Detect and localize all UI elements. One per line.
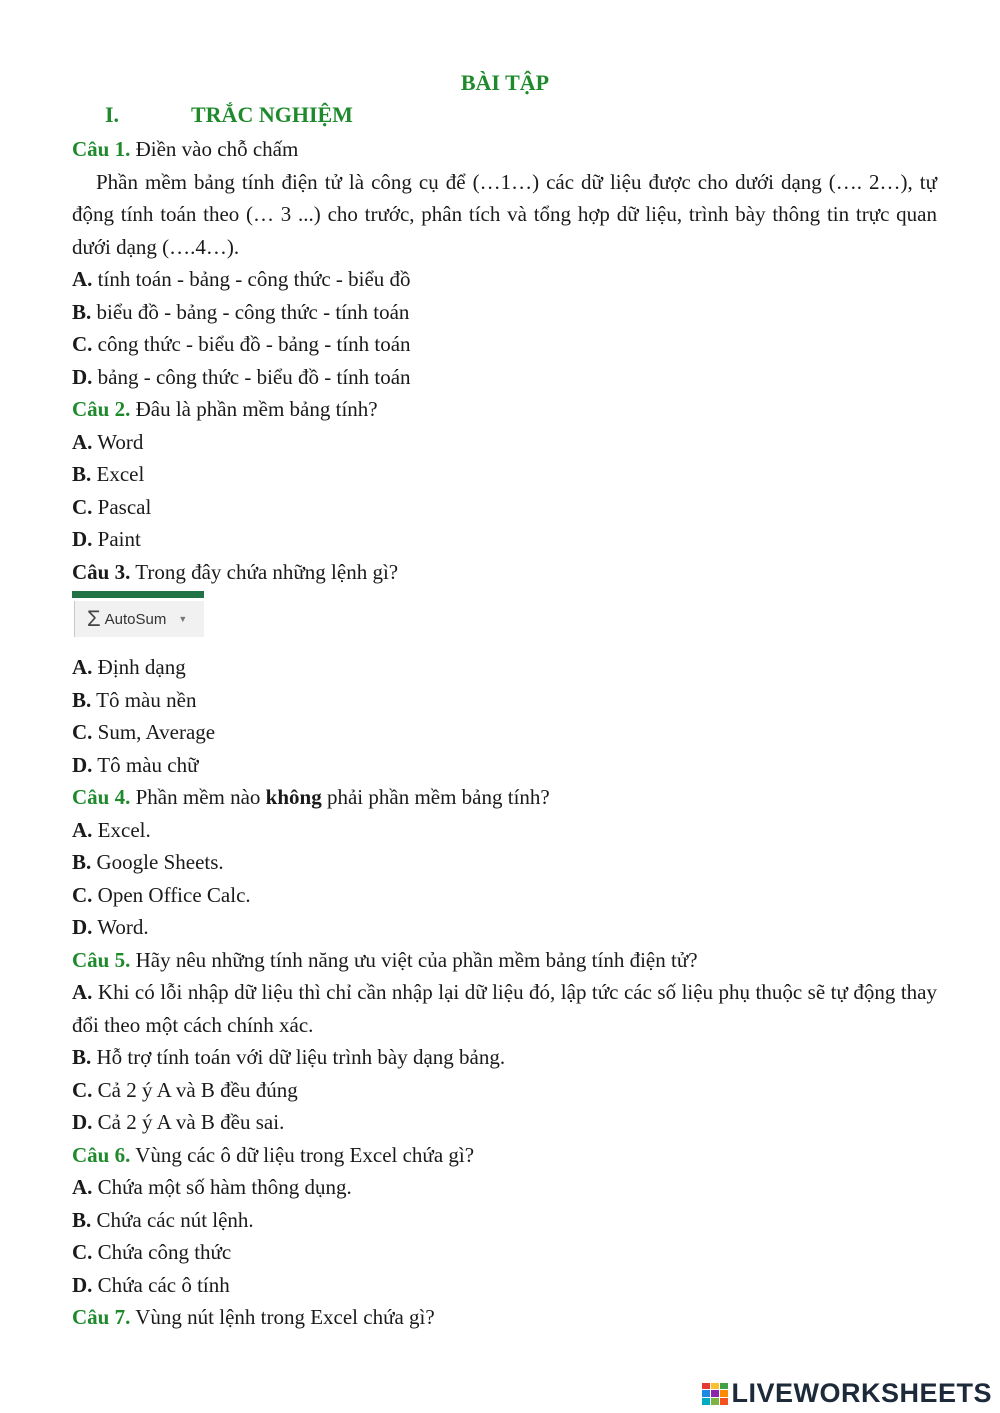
option-c[interactable] xyxy=(72,1074,937,1107)
option-text: Chứa một số hàm thông dụng. xyxy=(92,1175,352,1199)
option-letter: C. xyxy=(72,882,93,907)
option-text: Sum, Average xyxy=(92,720,216,744)
question-text-end: phải phần mềm bảng tính? xyxy=(321,785,550,809)
question-text: Đâu là phần mềm bảng tính? xyxy=(130,397,378,421)
option-b[interactable] xyxy=(72,1204,937,1237)
option-b[interactable] xyxy=(72,296,937,329)
option-d[interactable] xyxy=(72,1269,937,1302)
page-title: BÀI TẬP xyxy=(460,70,550,95)
option-text: Tô màu chữ xyxy=(92,752,199,777)
option-text: Excel. xyxy=(92,817,151,842)
option-text: Chứa các ô tính xyxy=(92,1272,230,1297)
option-a[interactable] xyxy=(72,976,937,1041)
question-label: Câu 3. xyxy=(72,559,131,584)
option-text: Cả 2 ý A và B đều sai. xyxy=(92,1110,285,1134)
question-text: Trong đây chứa những lệnh gì? xyxy=(130,559,399,584)
logo-square xyxy=(702,1390,710,1397)
option-text: Định dạng xyxy=(92,655,186,679)
question-emphasis: không xyxy=(265,785,322,809)
option-letter: C. xyxy=(72,332,93,356)
question-5-heading xyxy=(72,944,937,977)
option-text: Chứa công thức xyxy=(92,1240,232,1264)
section-number: I. xyxy=(105,102,120,127)
option-letter: B. xyxy=(72,1207,92,1232)
option-text: Cả 2 ý A và B đều đúng xyxy=(92,1077,298,1102)
option-letter: B. xyxy=(72,462,92,486)
option-a[interactable] xyxy=(72,263,937,296)
autosum-ribbon-image xyxy=(72,588,937,651)
option-letter: A. xyxy=(72,429,93,454)
question-2-heading xyxy=(72,393,937,426)
option-letter: C. xyxy=(72,720,93,744)
option-letter: B. xyxy=(72,850,92,874)
option-text: Excel xyxy=(91,462,145,486)
option-d[interactable] xyxy=(72,361,937,394)
option-letter: A. xyxy=(72,267,93,291)
option-d[interactable] xyxy=(72,911,937,944)
logo-square xyxy=(702,1398,710,1405)
option-letter: D. xyxy=(72,527,93,551)
option-letter: D. xyxy=(72,364,93,389)
option-letter: A. xyxy=(72,980,93,1004)
logo-square xyxy=(720,1390,728,1397)
option-a[interactable] xyxy=(72,814,937,847)
question-label: Câu 1. xyxy=(72,137,131,161)
question-text: Điền vào chỗ chấm xyxy=(130,137,299,161)
question-6-heading xyxy=(72,1139,937,1172)
option-d[interactable] xyxy=(72,523,937,556)
option-text: bảng - công thức - biểu đồ - tính toán xyxy=(92,364,411,389)
dropdown-arrow-icon: ▼ xyxy=(178,614,188,624)
option-text: Hỗ trợ tính toán với dữ liệu trình bày dạng bảng. xyxy=(91,1045,506,1069)
option-c[interactable] xyxy=(72,1236,937,1269)
option-letter: A. xyxy=(72,1175,93,1199)
option-text: Paint xyxy=(92,527,141,551)
sigma-icon: Σ xyxy=(87,606,101,631)
ribbon-green-bar xyxy=(72,591,204,598)
option-letter: D. xyxy=(72,1110,93,1134)
option-letter: A. xyxy=(72,655,93,679)
logo-square xyxy=(711,1398,719,1405)
option-c[interactable] xyxy=(72,716,937,749)
question-7-heading xyxy=(72,1301,937,1334)
question-list xyxy=(72,133,937,1334)
option-a[interactable] xyxy=(72,426,937,459)
question-label: Câu 4. xyxy=(72,785,131,809)
question-label: Câu 5. xyxy=(72,947,131,972)
option-a[interactable] xyxy=(72,651,937,684)
option-text: Chứa các nút lệnh. xyxy=(91,1207,254,1232)
option-letter: B. xyxy=(72,1045,92,1069)
question-1-heading xyxy=(72,133,937,166)
option-d[interactable] xyxy=(72,749,937,782)
option-text: Word xyxy=(92,429,144,454)
option-d[interactable] xyxy=(72,1106,937,1139)
option-text: Word. xyxy=(92,915,149,939)
logo-square xyxy=(720,1383,728,1390)
option-letter: C. xyxy=(72,1240,93,1264)
option-c[interactable] xyxy=(72,328,937,361)
option-b[interactable] xyxy=(72,458,937,491)
section-label: TRẮC NGHIỆM xyxy=(191,102,353,127)
option-letter: C. xyxy=(72,494,93,519)
option-text: Tô màu nền xyxy=(91,687,197,712)
option-text: công thức - biểu đồ - bảng - tính toán xyxy=(92,332,411,356)
option-text: Google Sheets. xyxy=(91,850,224,874)
question-label: Câu 7. xyxy=(72,1305,131,1329)
option-b[interactable] xyxy=(72,846,937,879)
question-text: Phần mềm nào xyxy=(130,785,266,809)
question-4-heading xyxy=(72,781,937,814)
question-label: Câu 2. xyxy=(72,397,131,421)
option-c[interactable] xyxy=(72,491,937,524)
option-letter: B. xyxy=(72,299,92,324)
logo-square xyxy=(702,1383,710,1390)
option-letter: D. xyxy=(72,1272,93,1297)
option-letter: D. xyxy=(72,752,93,777)
option-b[interactable] xyxy=(72,684,937,717)
section-heading xyxy=(105,102,353,128)
question-1-paragraph: Phần mềm bảng tính điện tử là công cụ để (…1…) các dữ liệu được cho dưới dạng (…. 2…), tự động tính toán theo (… 3 ...) cho trước, phân tích và tổng hợp dữ liệu, trình bày thông tin trực quan dưới dạng (….4…). xyxy=(72,169,937,259)
logo-square xyxy=(711,1383,719,1390)
question-text: Vùng các ô dữ liệu trong Excel chứa gì? xyxy=(130,1142,475,1167)
question-text: Vùng nút lệnh trong Excel chứa gì? xyxy=(130,1305,435,1329)
autosum-label: AutoSum xyxy=(104,610,167,628)
logo-grid-icon xyxy=(702,1383,728,1405)
option-text: biểu đồ - bảng - công thức - tính toán xyxy=(91,299,410,324)
option-text: Pascal xyxy=(92,494,152,519)
question-3-heading xyxy=(72,556,937,589)
logo-square xyxy=(711,1390,719,1397)
option-text: Open Office Calc. xyxy=(92,882,251,907)
question-label: Câu 6. xyxy=(72,1142,131,1167)
option-letter: C. xyxy=(72,1077,93,1102)
option-a[interactable] xyxy=(72,1171,937,1204)
option-b[interactable] xyxy=(72,1041,937,1074)
logo-text: LIVEWORKSHEETS xyxy=(731,1378,992,1408)
question-text: Hãy nêu những tính năng ưu việt của phần mềm bảng tính điện tử? xyxy=(130,947,698,972)
autosum-button xyxy=(74,601,204,637)
option-letter: D. xyxy=(72,915,93,939)
logo-square xyxy=(720,1398,728,1405)
liveworksheets-logo xyxy=(702,1378,992,1409)
option-letter: A. xyxy=(72,817,93,842)
option-text: Khi có lỗi nhập dữ liệu thì chỉ cần nhập lại dữ liệu đó, lập tức các số liệu phụ thuộc sẽ tự động thay đổi theo một cách chính xác. xyxy=(72,980,937,1037)
option-c[interactable] xyxy=(72,879,937,912)
option-text: tính toán - bảng - công thức - biểu đồ xyxy=(92,267,411,291)
option-letter: B. xyxy=(72,687,92,712)
